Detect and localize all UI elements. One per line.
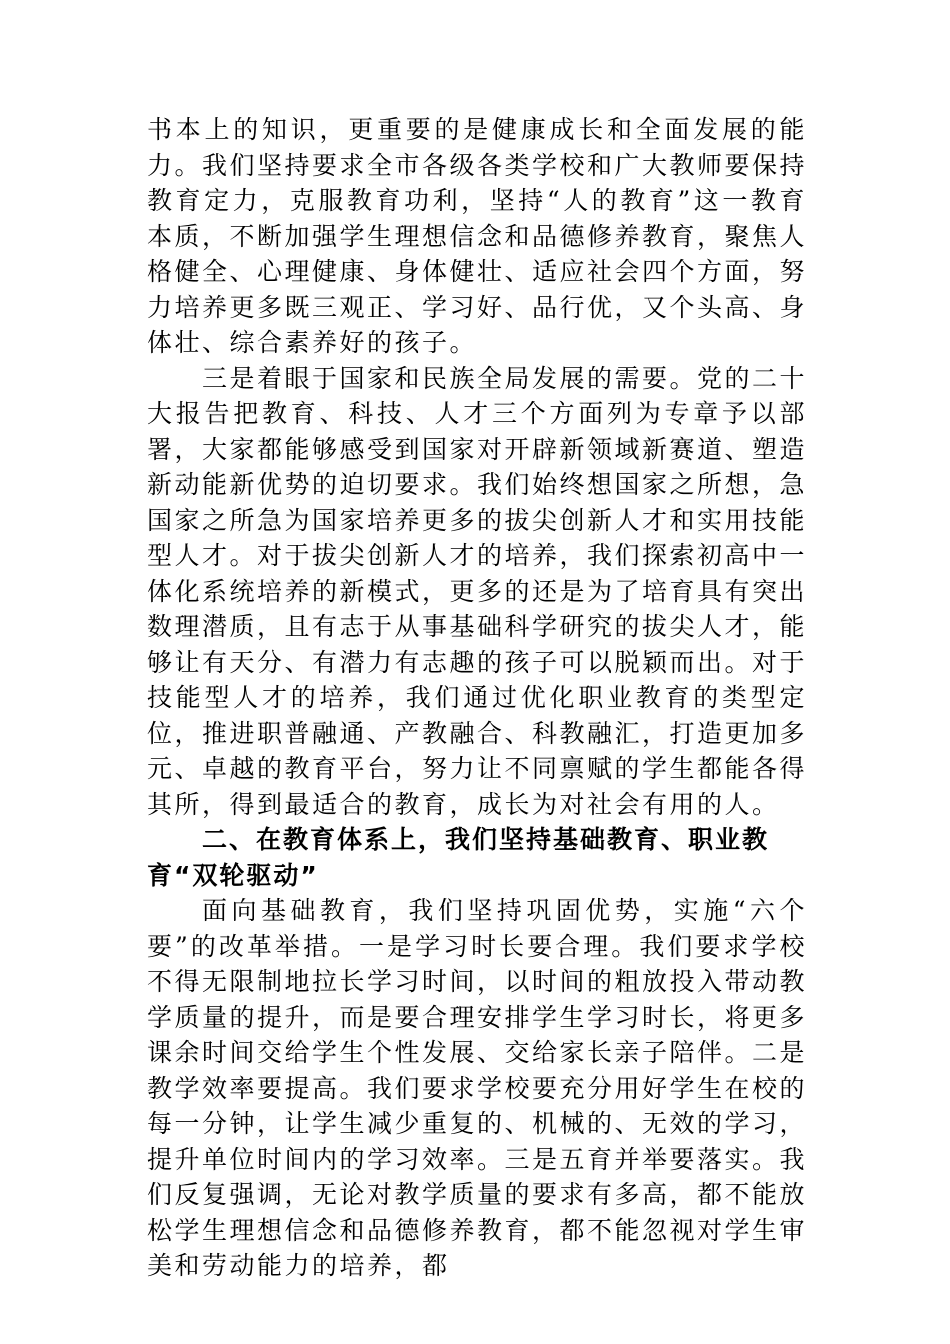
- paragraph-basic-education: 面向基础教育，我们坚持巩固优势，实施“六个要”的改革举措。一是学习时长要合理。我们要求学校不得无限制地拉长学习时间，以时间的粗放投入带动教学质量的提升，而是要合理安排学生学习时长，将更多课余时间交给学生个性发展、交给家长亲子陪伴。二是教学效率要提高。我们要求学校要充分用好学生在校的每一分钟，让学生减少重复的、机械的、无效的学习，提升单位时间内的学习效率。三是五育并举要落实。我们反复强调，无论对教学质量的要求有多高，都不能放松学生理想信念和品德修养教育，都不能忽视对学生审美和劳动能力的培养，都: [147, 896, 808, 1280]
- paragraph-continuation: 书本上的知识，更重要的是健康成长和全面发展的能力。我们坚持要求全市各级各类学校和广大教师要保持教育定力，克服教育功利，坚持“人的教育”这一教育本质，不断加强学生理想信念和品德修养教育，聚焦人格健全、心理健康、身体健壮、适应社会四个方面，努力培养更多既三观正、学习好、品行优，又个头高、身体壮、综合素养好的孩子。: [147, 115, 808, 357]
- paragraph-national-needs: 三是着眼于国家和民族全局发展的需要。党的二十大报告把教育、科技、人才三个方面列为专章予以部署，大家都能够感受到国家对开辟新领域新赛道、塑造新动能新优势的迫切要求。我们始终想国家之所想，急国家之所急为国家培养更多的拔尖创新人才和实用技能型人才。对于拔尖创新人才的培养，我们探索初高中一体化系统培养的新模式，更多的还是为了培育具有突出数理潜质，且有志于从事基础科学研究的拔尖人才，能够让有天分、有潜力有志趣的孩子可以脱颖而出。对于技能型人才的培养，我们通过优化职业教育的类型定位，推进职普融通、产教融合、科教融汇，打造更加多元、卓越的教育平台，努力让不同禀赋的学生都能各得其所，得到最适合的教育，成长为对社会有用的人。: [147, 363, 808, 819]
- document-page: [147, 112, 807, 1284]
- section-heading: 二、在教育体系上，我们坚持基础教育、职业教育“双轮驱动”: [147, 825, 770, 890]
